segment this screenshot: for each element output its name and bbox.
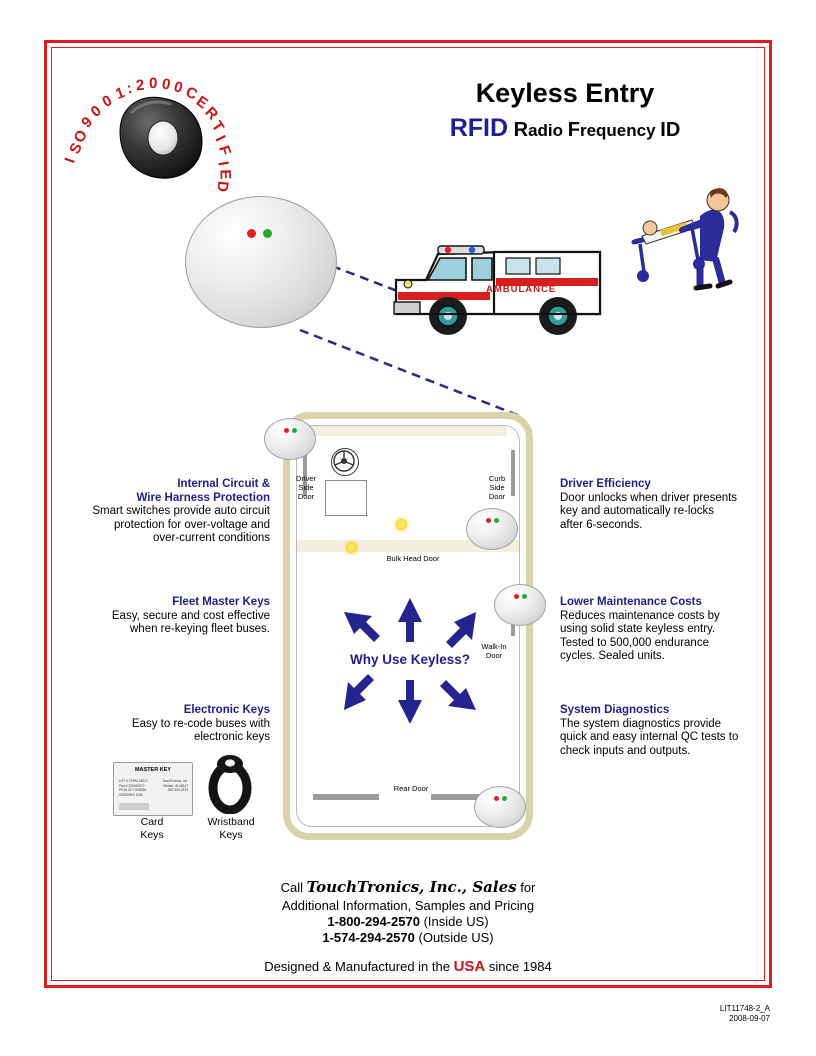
reader-led-green: [292, 428, 297, 433]
card-key-title: MASTER KEY: [134, 767, 172, 773]
footer-block: [60, 878, 756, 975]
feature-body: Easy, secure and cost effective when re-keying fleet buses.: [111, 609, 270, 635]
steering-wheel-icon: [331, 448, 359, 476]
curb-side-door-label: Curb Side Door: [488, 474, 506, 501]
front-band: [311, 426, 507, 436]
feature-body: Smart switches provide auto circuit protection for over-voltage and over-current conditions: [92, 505, 270, 544]
feature-heading: Driver Efficiency: [560, 478, 651, 490]
doc-date: 2008-09-07: [729, 1014, 770, 1023]
feature-body: Easy to re-code buses with electronic keys: [131, 717, 270, 743]
footer-call-post: for: [516, 880, 536, 895]
rear-door-bar-left: [313, 794, 379, 800]
card-key-illustration: [113, 762, 193, 816]
phone-intl-note: (Outside US): [418, 930, 494, 945]
why-use-keyless-label: Why Use Keyless?: [349, 652, 471, 667]
document-id: [720, 1004, 770, 1024]
reader-rear-door: [474, 786, 526, 832]
driver-seat: [325, 480, 367, 516]
reader-body: [494, 584, 546, 626]
page-title: Keyless Entry: [475, 78, 655, 108]
feature-fleet-master-keys: [100, 596, 270, 637]
title-block: [380, 78, 750, 143]
iso-arc-text: I S O 9 0 0 1 : 2 0 0 0 C E R T I F I E D: [61, 74, 235, 193]
reader-body: [185, 196, 337, 328]
reader-led-green: [263, 229, 272, 238]
designed-post: since 1984: [485, 959, 552, 974]
subtitle-f: F: [567, 119, 580, 141]
phone-intl-number: 1-574-294-2570: [322, 930, 415, 945]
feature-heading: Internal Circuit &: [177, 478, 270, 490]
feature-internal-circuit: [90, 478, 270, 546]
feature-lower-maintenance: [560, 596, 740, 664]
feature-driver-efficiency: [560, 478, 740, 532]
subtitle-adio: adio: [528, 121, 568, 140]
wristband-key-illustration: [208, 752, 252, 814]
reader-led-green: [522, 594, 527, 599]
driver-side-door-label: Driver Side Door: [296, 474, 316, 501]
reader-led-red: [284, 428, 289, 433]
feature-heading: Fleet Master Keys: [172, 596, 270, 608]
footer-phone-us: [60, 914, 756, 930]
feature-body: The system diagnostics provide quick and easy internal QC tests to check inputs and outputs.: [560, 717, 739, 757]
iso-certified-badge: [61, 60, 242, 193]
card-key-strip: [119, 803, 149, 810]
reader-curb-door: [466, 508, 518, 554]
interior-lamp-1: [396, 519, 407, 530]
bulkhead-door-label: Bulk Head Door: [386, 554, 440, 563]
reader-led-green: [494, 518, 499, 523]
rfid-reader-illustration: [185, 196, 337, 338]
card-key-address: TouchTronics, Inc. Elkhart, IN 46517 800-294-2570: [162, 779, 188, 793]
card-key-caption: Card Keys: [140, 816, 164, 841]
feature-body: Door unlocks when driver presents key and automatically re-locks after 6-seconds.: [560, 491, 738, 531]
why-use-keyless-graphic: [330, 596, 490, 726]
ambulance-label: AMBULANCE: [486, 284, 557, 295]
feature-heading: Electronic Keys: [183, 704, 270, 716]
subtitle-r: R: [513, 119, 529, 141]
footer-call-line: [60, 878, 756, 897]
footer-call-pre: Call: [280, 880, 307, 895]
card-key-details: LOT # TERM-24512 Part # 200442570 PK15-02 Y #9008A ORDERED 0030: [119, 779, 148, 797]
feature-heading: Lower Maintenance Costs: [560, 596, 702, 608]
feature-system-diagnostics: [560, 704, 740, 758]
doc-number: LIT11748-2_A: [719, 1004, 770, 1013]
footer-info-line: Additional Information, Samples and Pricing: [281, 898, 535, 913]
phone-us-note: (Inside US): [423, 914, 489, 929]
rear-door-label: Rear Door: [393, 784, 429, 793]
reader-body: [466, 508, 518, 550]
phone-us-number: 1-800-294-2570: [327, 914, 420, 929]
page-subtitle: [380, 114, 750, 143]
subtitle-requency: requency: [579, 121, 661, 140]
reader-led-red: [247, 229, 256, 238]
feature-electronic-keys: [100, 704, 270, 745]
reader-led-red: [514, 594, 519, 599]
reader-body: [264, 418, 316, 460]
paramedic-illustration: [630, 168, 740, 293]
footer-designed-line: [60, 958, 756, 975]
usa-label: USA: [453, 958, 486, 975]
interior-lamp-2: [346, 542, 357, 553]
reader-body: [474, 786, 526, 828]
reader-driver-door: [264, 418, 316, 464]
reader-led-green: [502, 796, 507, 801]
designed-pre: Designed & Manufactured in the: [264, 959, 454, 974]
subtitle-id: ID: [660, 119, 681, 141]
ambulance-illustration: [386, 222, 611, 347]
reader-walkin-door: [494, 584, 546, 630]
footer-phone-intl: [60, 930, 756, 946]
feature-heading: System Diagnostics: [560, 704, 670, 716]
reader-led-red: [486, 518, 491, 523]
feature-body: Reduces maintenance costs by using solid state keyless entry. Tested to 500,000 endurance cycles. Sealed units.: [560, 609, 720, 662]
feature-heading-2: Wire Harness Protection: [136, 491, 270, 504]
subtitle-rfid: RFID: [449, 114, 509, 142]
walkin-door-label: Walk-In Door: [481, 642, 507, 660]
wristband-key-caption: Wristband Keys: [207, 816, 255, 841]
reader-led-red: [494, 796, 499, 801]
company-name: TouchTronics, Inc., Sales: [306, 878, 517, 896]
